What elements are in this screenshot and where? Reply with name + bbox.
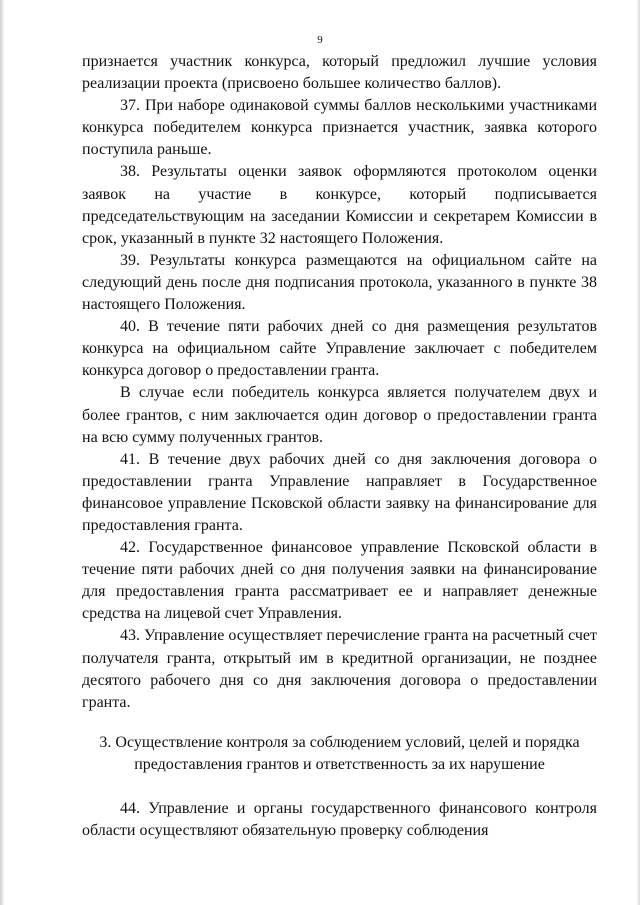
page-number: 9 [317,34,323,46]
paragraph: 37. При наборе одинаковой суммы баллов несколькими участниками конкурса победителем конкурса признается участник, заявка которого поступила раньше. [82,97,597,159]
scan-edge-left [0,0,4,905]
paragraph: 39. Результаты конкурса размещаются на официальном сайте на следующий день после дня подписания протокола, указанного в пункте 38 настоящего Положения. [82,251,597,314]
paragraph: 44. Управление и органы государственного финансового контроля области осуществляют обязательную проверку соблюдения [82,800,597,840]
section-heading-line-1: 3. Осуществление контроля за соблюдением условий, целей и порядка [99,733,580,751]
paragraph: признается участник конкурса, который предложил лучшие условия реализации проекта (присвоено большее количество баллов). [82,53,597,93]
paragraph: 42. Государственное финансовое управление Псковской области в течение пяти рабочих дней со дня получения заявки на финансирование для предоставления гранта рассматривает ее и направляет денежные средства на лицевой счет Управления. [82,539,597,623]
section-heading-line-2: предоставления грантов и ответственность за их нарушение [134,755,545,773]
paragraph: 41. В течение двух рабочих дней со дня заключения договора о предоставлении гранта Управление направляет в Государственное финансовое управление Псковской области заявку на финансирование для предоставления гранта. [82,450,597,534]
paragraphs-after-heading [82,798,597,842]
paragraph: 43. Управление осуществляет перечисление гранта на расчетный счет получателя гранта, открытый им в кредитной организации, не позднее десятого рабочего дня со дня заключения договора о предоставлении гранта. [82,627,597,711]
section-heading [82,732,597,776]
paragraph: 38. Результаты оценки заявок оформляются протоколом оценки заявок на участие в конкурсе, который подписывается председательствующим на заседании Комиссии и секретарем Комиссии в срок, указанный в пункте 32 настоящего Положения. [82,163,597,247]
paragraphs-before-heading [82,51,597,714]
document-body [82,51,597,842]
paragraph: В случае если победитель конкурса является получателем двух и более грантов, с ним заключается один договор о предоставлении гранта на всю сумму полученных грантов. [82,384,597,446]
paragraph: 40. В течение пяти рабочих дней со дня размещения результатов конкурса на официальном сайте Управление заключает с победителем конкурса договор о предоставлении гранта. [82,318,597,380]
